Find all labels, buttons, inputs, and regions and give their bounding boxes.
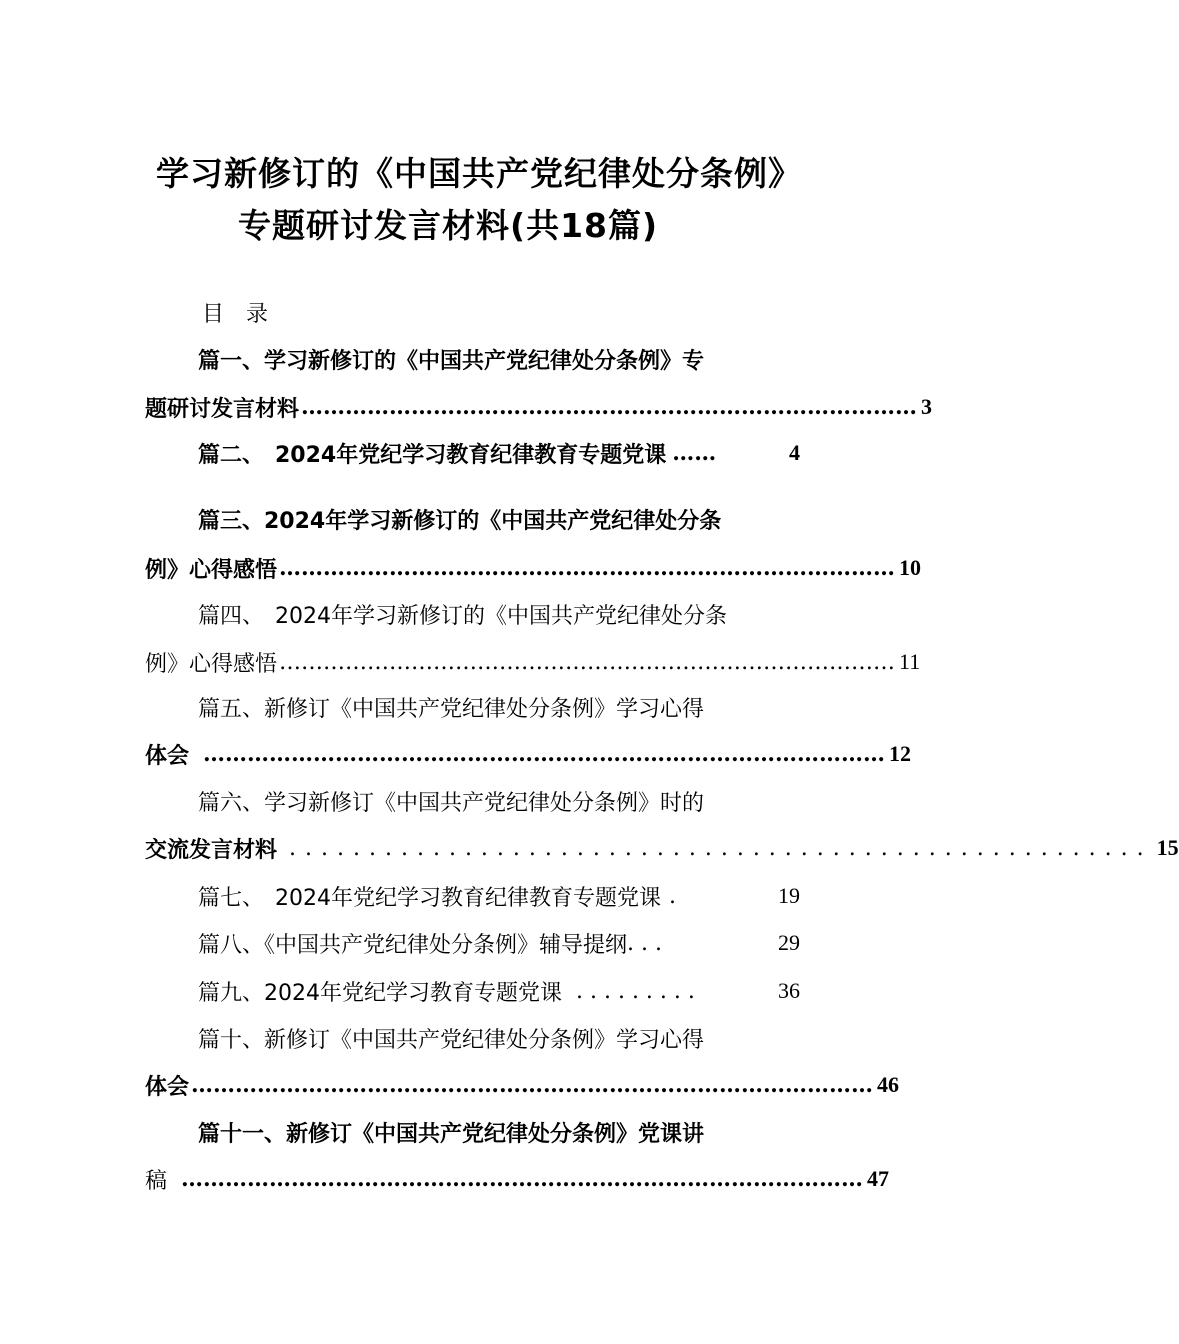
toc-entry-text: 体会 [145,1074,190,1100]
toc-entry-text: 篇十、新修订《中国共产党纪律处分条例》学习心得 [198,1027,705,1053]
toc-entry-6-line-2[interactable] [145,831,1179,865]
page-number: 3 [921,394,933,419]
page-number: 47 [867,1166,890,1191]
toc-entry-text: 体会 [145,743,190,769]
dot-leader: ………………………………………………………………………………… [191,1072,874,1098]
dot-leader: ………………………………………………………………………… [301,394,918,420]
toc-entry-text: 篇八、《中国共产党纪律处分条例》辅导提纲 [198,932,628,958]
dot-leader: ………………………………………………………………………… [279,555,896,581]
dot-leader: ………………………………………………………………………………… [203,741,886,767]
toc-entry-text: 篇六、学习新修订《中国共产党纪律处分条例》时的 [198,790,705,816]
toc-entry-3-line-1[interactable] [198,502,800,536]
page-number: 4 [789,440,800,465]
page-number: 36 [778,978,800,1003]
toc-entry-text: 篇二、 2024年党纪学习教育纪律教育专题党课 [198,442,667,468]
dot-leader: . . . [627,930,662,956]
page-number: 11 [899,649,921,674]
page-number: 29 [778,930,800,955]
toc-entry-text: 篇九、2024年党纪学习教育专题党课 [198,980,562,1006]
dot-leader: …… [672,440,717,466]
dot-leader: ………………………………………………………………………………… [181,1166,864,1192]
dot-leader: . . . . . . . . . [576,978,695,1004]
toc-entry-7[interactable] [198,879,800,913]
toc-entry-text: 题研讨发言材料 [145,396,300,422]
toc-entry-3-line-2[interactable] [145,551,922,585]
toc-entry-2[interactable] [198,436,800,470]
dot-leader: . [669,883,676,909]
toc-entry-1-line-2[interactable] [145,390,933,424]
page-number: 19 [778,883,800,908]
toc-entry-5-line-2[interactable] [145,737,912,771]
toc-entry-10-line-2[interactable] [145,1068,900,1102]
page-number: 12 [889,741,912,766]
toc-entry-text: 例》心得感悟 [145,651,278,677]
toc-entry-10-line-1[interactable] [198,1021,800,1055]
toc-entry-text: 稿 [145,1168,168,1194]
page-number: 10 [899,555,922,580]
toc-entry-text: 篇四、 2024年学习新修订的《中国共产党纪律处分条 [198,603,727,629]
toc-entry-text: 篇七、 2024年党纪学习教育纪律教育专题党课 [198,885,661,911]
page-number: 46 [877,1072,900,1097]
toc-entry-text: 篇一、学习新修订的《中国共产党纪律处分条例》专 [198,348,705,374]
toc-entry-4-line-1[interactable] [198,597,800,631]
dot-leader: ………………………………………………………………………… [279,649,896,675]
toc-entry-5-line-1[interactable] [198,690,800,724]
dot-leader: ...................................................... [289,835,1153,861]
toc-heading: 目 录 [202,302,269,327]
toc-entry-text: 篇五、新修订《中国共产党纪律处分条例》学习心得 [198,696,705,722]
toc-entry-text: 例》心得感悟 [145,557,278,583]
toc-entry-text: 交流发言材料 [145,837,278,863]
toc-entry-1-line-1[interactable] [198,342,800,376]
document-title-line-2: 专题研讨发言材料(共18篇) [238,206,659,245]
page-number: 15 [1156,835,1179,860]
toc-entry-6-line-1[interactable] [198,784,800,818]
toc-entry-11-line-2[interactable] [145,1162,890,1196]
toc-entry-11-line-1[interactable] [198,1115,800,1149]
toc-entry-4-line-2[interactable] [145,645,921,679]
toc-entry-text: 篇十一、新修订《中国共产党纪律处分条例》党课讲 [198,1121,705,1147]
toc-entry-text: 篇三、2024年学习新修订的《中国共产党纪律处分条 [198,508,722,534]
toc-entry-8[interactable] [198,926,800,960]
document-title-line-1: 学习新修订的《中国共产党纪律处分条例》 [156,154,802,193]
toc-entry-9[interactable] [198,974,800,1008]
